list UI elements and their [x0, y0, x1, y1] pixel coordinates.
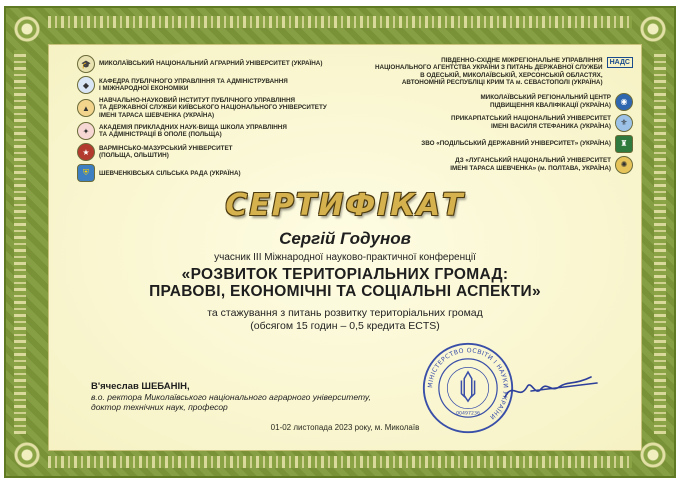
organizer-item	[343, 156, 633, 174]
conference-title-line: ПРАВОВІ, ЕКОНОМІЧНІ ТА СОЦІАЛЬНІ АСПЕКТИ»	[149, 283, 541, 300]
corner-ornament	[12, 440, 42, 470]
ornament-border-top	[48, 16, 632, 28]
corner-ornament	[12, 14, 42, 44]
signer-degree: доктор технічних наук, професор	[91, 402, 228, 412]
organizer-item	[77, 55, 362, 73]
academy-logo-icon: ✦	[77, 122, 95, 140]
organizer-item	[77, 97, 362, 119]
certificate-frame	[4, 6, 676, 478]
organizer-name: ЗВО «ПОДІЛЬСЬКИЙ ДЕРЖАВНИЙ УНІВЕРСИТЕТ» (УКРАЇНА)	[421, 139, 611, 147]
handwritten-signature	[501, 371, 601, 405]
corner-ornament	[638, 440, 668, 470]
ornament-border-bottom	[48, 456, 632, 468]
hours-line: (обсягом 15 годин – 0,5 кредита ECTS)	[250, 320, 440, 332]
stamp-text: МІНІСТЕРСТВО ОСВІТИ І НАУКИ УКРАЇНИ	[427, 347, 509, 421]
internship-line: та стажування з питань розвитку територіальних громад	[207, 307, 483, 319]
university-crest-icon: 🎓	[77, 55, 95, 73]
participant-line: учасник III Міжнародної науково-практичної конференції	[214, 252, 476, 263]
ornament-border-right	[654, 50, 666, 434]
ornament-border-left	[14, 50, 26, 434]
organizer-item	[343, 57, 633, 87]
organizer-name: ДЗ «ЛУГАНСЬКИЙ НАЦІОНАЛЬНИЙ УНІВЕРСИТЕТ ІМЕНІ ТАРАСА ШЕВЧЕНКА» (м. ПОЛТАВА, УКРАЇНА)	[450, 157, 611, 172]
organizer-item	[77, 122, 362, 140]
date-place: 01-02 листопада 2023 року, м. Миколаїв	[270, 423, 420, 432]
signer-role: в.о. ректора Миколаївського національного аграрного університету,	[91, 392, 371, 402]
organizer-name: ПІВДЕННО-СХІДНЕ МІЖРЕГІОНАЛЬНЕ УПРАВЛІННЯ НАЦІОНАЛЬНОГО АГЕНТСТВА УКРАЇНИ З ПИТАНЬ ДЕРЖАВНОЇ СЛУЖБИ В ОДЕСЬКІЙ, МИКОЛАЇВСЬКІЙ, ХЕРСОНСЬКІЙ ОБЛАСТЯХ, АВТОНОМНІЙ РЕСПУБЛІЦІ КРИМ ТА м. СЕВАСТОПОЛІ (УКРАЇНА)	[374, 57, 603, 87]
trident-icon	[461, 372, 474, 401]
organizer-name: НАВЧАЛЬНО-НАУКОВИЙ ІНСТИТУТ ПУБЛІЧНОГО УПРАВЛІННЯ ТА ДЕРЖАВНОЇ СЛУЖБИ КИЇВСЬКОГО НАЦІОНАЛЬНОГО УНІВЕРСИТЕТУ ІМЕНІ ТАРАСА ШЕВЧЕНКА (УКРАЇНА)	[99, 97, 327, 119]
organizer-name: МИКОЛАЇВСЬКИЙ РЕГІОНАЛЬНИЙ ЦЕНТР ПІДВИЩЕННЯ КВАЛІФІКАЦІЇ (УКРАЇНА)	[480, 94, 611, 109]
warmia-university-logo-icon: ★	[77, 143, 95, 161]
recipient-name: Сергій Годунов	[279, 229, 411, 248]
organizer-item	[77, 143, 362, 161]
certificate-title: СЕРТИФІКАТ	[225, 188, 465, 223]
luhansk-university-logo-icon: ✺	[615, 156, 633, 174]
precarpathian-university-logo-icon: ⚜	[615, 114, 633, 132]
certificate-paper	[48, 44, 642, 451]
signer-block	[91, 382, 371, 412]
village-council-emblem-icon: ⛨	[77, 164, 95, 182]
organizer-item	[77, 164, 362, 182]
organizer-name: ПРИКАРПАТСЬКИЙ НАЦІОНАЛЬНИЙ УНІВЕРСИТЕТ ІМЕНІ ВАСИЛЯ СТЕФАНИКА (УКРАЇНА)	[451, 115, 611, 130]
organizer-name: ШЕВЧЕНКІВСЬКА СІЛЬСЬКА РАДА (УКРАЇНА)	[99, 169, 241, 177]
stamp-code: 00497236	[456, 411, 480, 417]
regional-center-logo-icon: ◉	[615, 93, 633, 111]
organizers-left-list	[77, 55, 362, 185]
nads-logo-icon: НАДС	[607, 57, 633, 68]
organizer-name: МИКОЛАЇВСЬКИЙ НАЦІОНАЛЬНИЙ АГРАРНИЙ УНІВЕРСИТЕТ (УКРАЇНА)	[99, 60, 323, 68]
organizer-item	[77, 76, 362, 94]
organizer-item	[343, 93, 633, 111]
organizer-name: АКАДЕМІЯ ПРИКЛАДНИХ НАУК-ВИЩА ШКОЛА УПРАВЛІННЯ ТА АДМІНІСТРАЦІЇ В ОПОЛЕ (ПОЛЬЩА)	[99, 123, 287, 139]
conference-title	[49, 266, 641, 300]
podillia-university-logo-icon: ♜	[615, 135, 633, 153]
internship-info	[49, 307, 641, 333]
organizer-item	[343, 114, 633, 132]
corner-ornament	[638, 14, 668, 44]
institute-logo-icon: ▲	[77, 99, 95, 117]
organizer-name: КАФЕДРА ПУБЛІЧНОГО УПРАВЛІННЯ ТА АДМІНІСТРУВАННЯ І МІЖНАРОДНОЇ ЕКОНОМІКИ	[99, 77, 288, 92]
organizer-name: ВАРМІНСЬКО-МАЗУРСЬКИЙ УНІВЕРСИТЕТ (ПОЛЬЩА, ОЛЬШТИН)	[99, 144, 233, 160]
signer-name: В'ячеслав ШЕБАНІН,	[91, 381, 190, 392]
conference-title-line: «РОЗВИТОК ТЕРИТОРІАЛЬНИХ ГРОМАД:	[181, 266, 509, 283]
organizer-item	[343, 135, 633, 153]
department-logo-icon: ◆	[77, 76, 95, 94]
organizers-right-list	[343, 57, 633, 177]
